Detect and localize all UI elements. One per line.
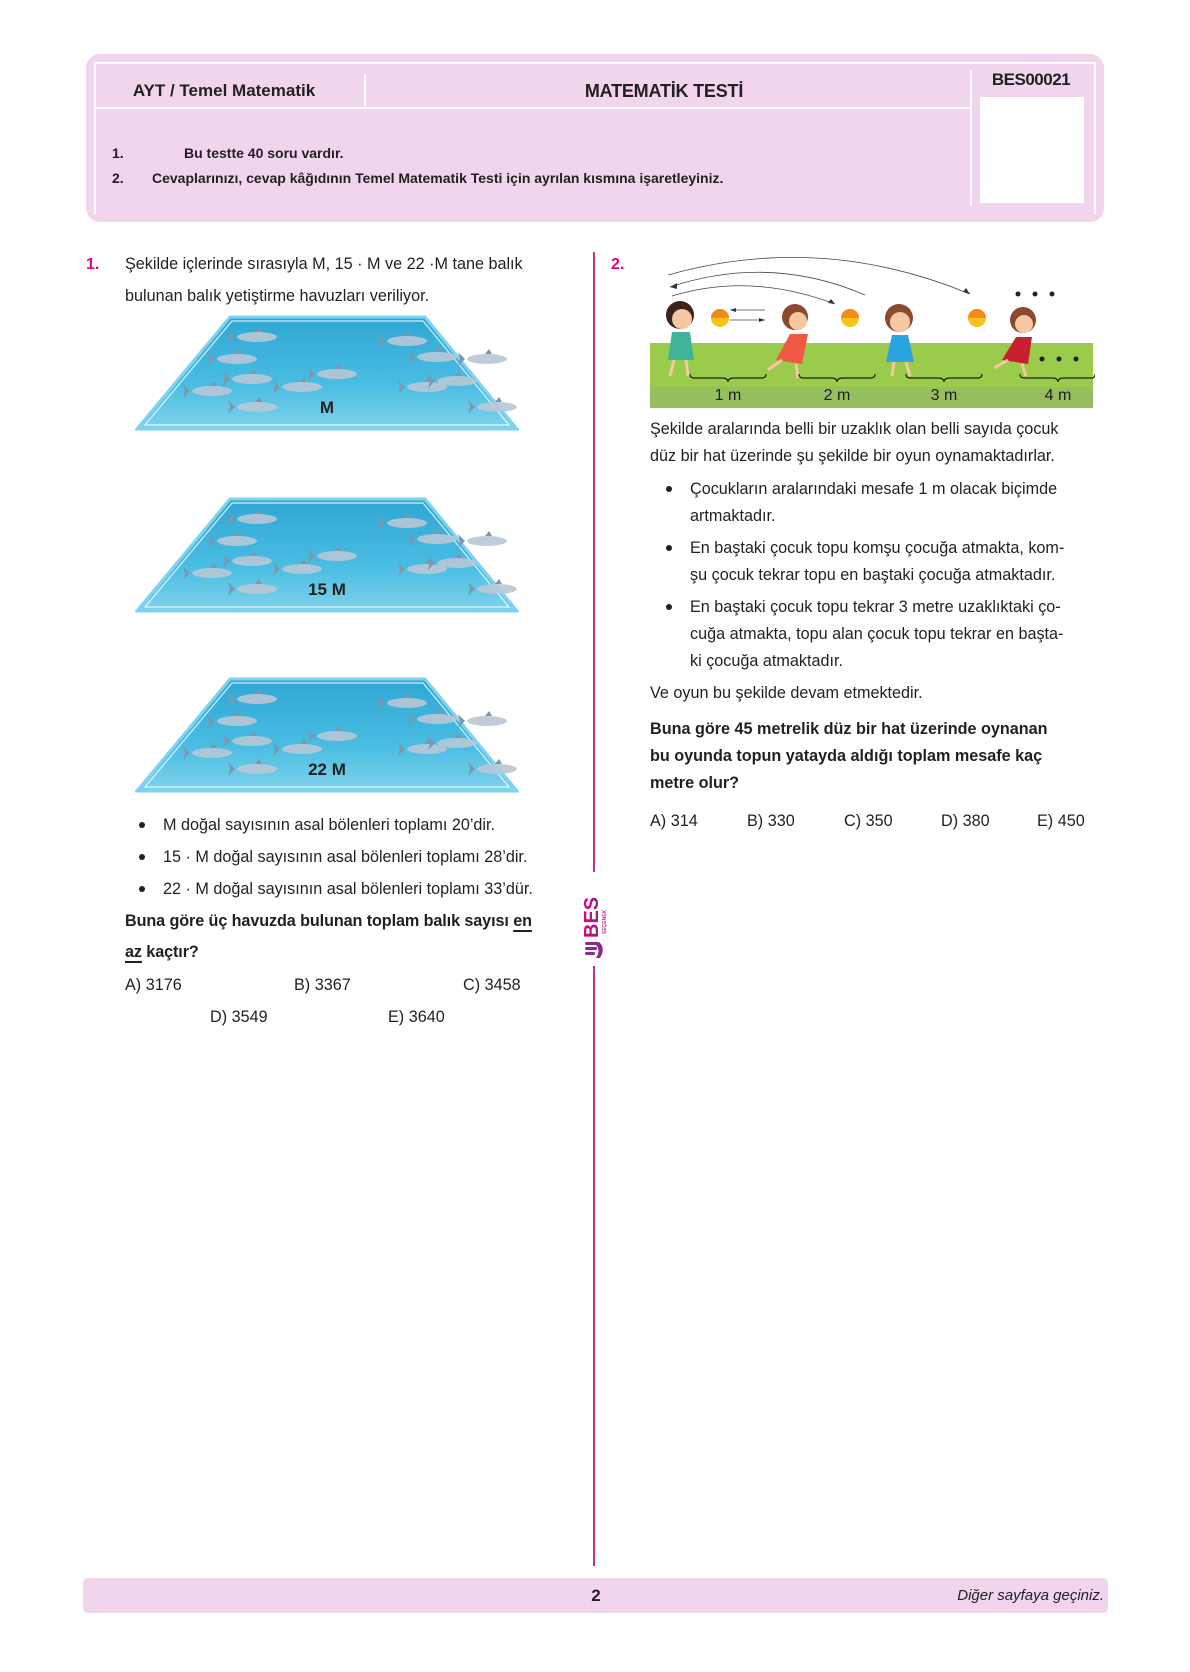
distance-label: 3 m [930, 387, 958, 404]
ellipsis-dot [1016, 292, 1021, 297]
intro-line: Şekilde aralarında belli bir uzaklık olan belli sayıda çocuk [650, 420, 1059, 438]
ball-icon [711, 309, 729, 327]
instruction-number: 2. [112, 170, 124, 186]
arrow-head-icon [670, 283, 677, 289]
prompt-emphasis: az [125, 943, 142, 961]
option-d[interactable]: D) 3549 [210, 1008, 268, 1026]
children-game-figure [650, 252, 1095, 412]
rule-text: En baştaki çocuk topu komşu çocuğa atmakta, kom- [690, 539, 1065, 557]
stem-line: bulunan balık yetiştirme havuzları veriliyor. [125, 287, 430, 305]
continuation-text: Ve oyun bu şekilde devam etmektedir. [650, 684, 923, 702]
prompt-emphasis: en [513, 912, 532, 930]
option-d[interactable]: D) 380 [941, 812, 990, 830]
prompt-text: Buna göre üç havuzda bulunan toplam balık sayısı [125, 912, 514, 930]
bullet-icon [139, 822, 145, 828]
rule-item [650, 535, 1110, 589]
page-title: MATEMATİK TESTİ [584, 80, 744, 101]
option-c[interactable]: C) 3458 [463, 976, 521, 994]
fish-icon [458, 711, 507, 728]
rule-text: cuğa atmakta, topu alan çocuk topu tekrar en başta- [690, 625, 1064, 643]
code-box [980, 97, 1084, 203]
ellipsis-dot [1033, 292, 1038, 297]
arrow-head-icon [730, 308, 736, 312]
stem-line: Şekilde içlerinde sırasıyla M, 15 · M ve 22 ·M tane balık [125, 255, 523, 273]
bullet-icon [666, 604, 672, 610]
q2-rules [650, 476, 1110, 675]
rule-item [650, 594, 1110, 675]
fish-pool [135, 497, 519, 620]
rule-item [650, 476, 1110, 530]
prompt-line: metre olur? [650, 774, 740, 792]
condition-item [125, 873, 585, 905]
pool-label: M [319, 398, 335, 417]
pool-label: 22 M [308, 760, 346, 779]
bullet-icon [139, 854, 145, 860]
bullet-icon [139, 886, 145, 892]
question-number: 2. [611, 256, 625, 273]
distance-label: 2 m [823, 387, 851, 404]
condition-item [125, 809, 585, 841]
prompt-line: bu oyunda topun yatayda aldığı toplam mesafe kaç [650, 747, 1043, 765]
option-c[interactable]: C) 350 [844, 812, 893, 830]
throw-arc-return [670, 272, 865, 295]
condition-item [125, 841, 585, 873]
logo-sub-text: SEÇENEK [602, 909, 608, 934]
q2-intro [650, 416, 1105, 470]
bullet-icon [666, 545, 672, 551]
fish-pool [135, 677, 519, 800]
intro-line: düz bir hat üzerinde şu şekilde bir oyun oynamaktadırlar. [650, 447, 1055, 465]
header-divider [970, 70, 972, 206]
instruction-number: 1. [112, 145, 124, 161]
question-prompt [650, 716, 1048, 797]
option-e[interactable]: E) 450 [1037, 812, 1085, 830]
ellipsis-dot [1074, 357, 1079, 362]
question-number: 1. [86, 256, 100, 273]
page-number: 2 [591, 1586, 601, 1605]
throw-arc-long [668, 257, 970, 294]
distance-label: 1 m [714, 387, 742, 404]
rule-text: şu çocuk tekrar topu en baştaki çocuğa atmaktadır. [690, 566, 1056, 584]
ball-icon [841, 309, 859, 327]
ball-icon [968, 309, 986, 327]
pool-label: 15 M [308, 580, 346, 599]
ellipsis-dot [1040, 357, 1045, 362]
bullet-icon [666, 486, 672, 492]
header-divider [96, 107, 970, 109]
condition-text: M doğal sayısının asal bölenleri toplamı 20’dir. [163, 816, 496, 834]
prompt-text: kaçtır? [141, 943, 199, 961]
booklet-code: BES00021 [991, 70, 1071, 89]
instruction-text: Cevaplarınızı, cevap kâğıdının Temel Matematik Testi için ayrılan kısmına işaretleyiniz. [152, 170, 724, 186]
rule-text: artmaktadır. [690, 507, 776, 525]
ellipsis-dot [1050, 292, 1055, 297]
logo-main-text: BES [582, 896, 603, 938]
next-page-note: Diğer sayfaya geçiniz. [957, 1587, 1104, 1604]
fish-icon [458, 531, 507, 548]
prompt-line: Buna göre 45 metrelik düz bir hat üzerinde oynanan [650, 720, 1048, 738]
option-b[interactable]: B) 330 [747, 812, 795, 830]
option-a[interactable]: A) 314 [650, 812, 698, 830]
rule-text: En baştaki çocuk topu tekrar 3 metre uzaklıktaki ço- [690, 598, 1061, 616]
rule-text: Çocukların aralarındaki mesafe 1 m olacak biçimde [690, 480, 1058, 498]
arrow-head-icon [759, 318, 765, 322]
instruction-text: Bu testte 40 soru vardır. [184, 145, 344, 161]
question-stem [125, 248, 523, 312]
condition-text: 15 · M doğal sayısının asal bölenleri toplamı 28’dir. [163, 848, 528, 866]
condition-text: 22 · M doğal sayısının asal bölenleri toplamı 33’dür. [163, 880, 533, 898]
fish-pool [135, 315, 519, 438]
question-prompt [125, 906, 595, 968]
column-divider [593, 252, 595, 872]
subject-label: AYT / Temel Matematik [132, 81, 316, 100]
q1-conditions [125, 809, 585, 905]
fish-icon [458, 349, 507, 366]
option-a[interactable]: A) 3176 [125, 976, 182, 994]
column-divider [593, 966, 595, 1566]
arrow-head-icon [963, 288, 970, 294]
ellipsis-dot [1057, 357, 1062, 362]
option-e[interactable]: E) 3640 [388, 1008, 445, 1026]
rule-text: ki çocuğa atmaktadır. [690, 652, 843, 670]
throw-arc [672, 286, 835, 304]
option-b[interactable]: B) 3367 [294, 976, 351, 994]
distance-label: 4 m [1044, 387, 1072, 404]
